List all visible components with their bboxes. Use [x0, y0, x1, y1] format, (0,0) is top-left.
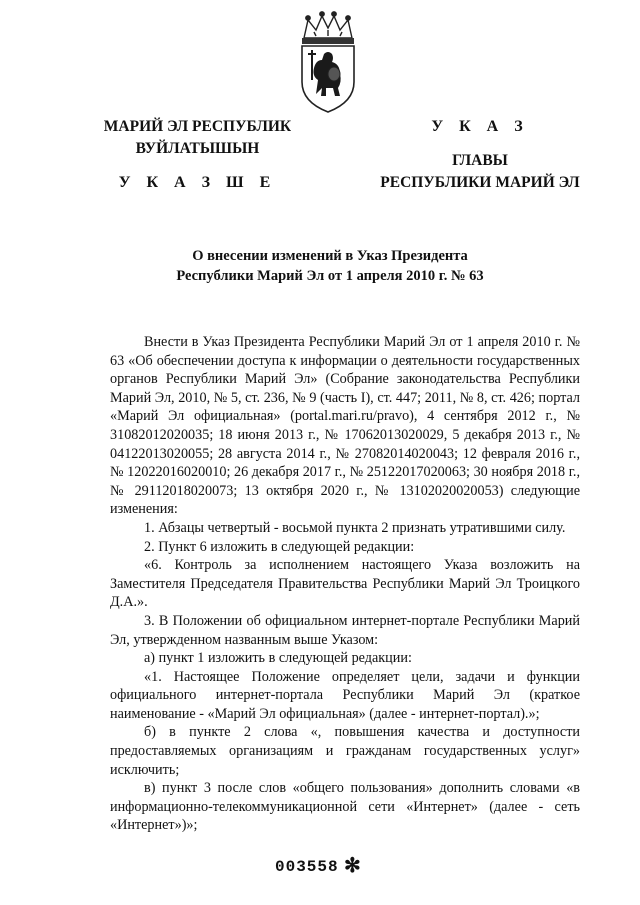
- title-line1: О внесении изменений в Указ Президента: [192, 248, 468, 264]
- paragraph-3: 3. В Положении об официальном интернет-портале Республики Марий Эл, утвержденном названным выше Указом:: [110, 612, 580, 648]
- paragraph-2-quote: «6. Контроль за исполнением настоящего Указа возложить на Заместителя Председателя Правительства Республики Марий Эл Троицкого Д.А.».: [110, 557, 580, 611]
- document-body: [110, 333, 580, 835]
- header-left-block: [95, 116, 300, 194]
- header-right-line2: ГЛАВЫ: [452, 152, 508, 169]
- header-right-line3: РЕСПУБЛИКИ МАРИЙ ЭЛ: [380, 174, 580, 191]
- paragraph-3a-quote: «1. Настоящее Положение определяет цели, задачи и функции официального интернет-портала Республики Марий Эл (краткое наименование - «Марий Эл официальная» (далее - интернет-портал).»;: [110, 668, 580, 722]
- header-left-line1: МАРИЙ ЭЛ РЕСПУБЛИК: [103, 118, 292, 135]
- header-right-line1: У К А З: [431, 118, 529, 135]
- header-left-line2: ВУЙЛАТЫШЫН: [135, 140, 260, 157]
- paragraph-intro: Внести в Указ Президента Республики Марий Эл от 1 апреля 2010 г. № 63 «Об обеспечении доступа к информации о деятельности государственных органов Республики Марий Эл» (Собрание законодательства Республики Марий Эл, 2010, № 5, ст. 236, № 9 (часть I), ст. 447; 2011, № 8, ст. 426; портал «Марий Эл официальная» (portal.mari.ru/pravo), 4 сентября 2012 г., № 31082012020035; 18 июня 2013 г., № 17062013020029, 5 декабря 2013 г., № 04122013020055; 28 августа 2014 г., № 27082014020043; 12 февраля 2016 г., № 12022016020010; 26 декабря 2017 г., № 25122017020063; 30 ноября 2018 г., № 29112018020073; 13 октября 2020 г., № 13102020020053) следующие изменения:: [110, 334, 580, 518]
- paragraph-3b: б) в пункте 2 слова «, повышения качества и доступности предоставляемых организациям и гражданам государственных услуг» исключить;: [110, 724, 580, 778]
- document-serial-number: 003558: [275, 858, 339, 876]
- header-left-line3: У К А З Ш Е: [118, 174, 277, 191]
- paragraph-1: 1. Абзацы четвертый - восьмой пункта 2 признать утратившими силу.: [144, 519, 566, 536]
- coat-of-arms-emblem: [290, 10, 366, 114]
- header-right-block: [370, 116, 590, 194]
- document-title: [120, 246, 540, 286]
- footer-star-mark: ✻: [344, 855, 361, 877]
- paragraph-2: 2. Пункт 6 изложить в следующей редакции:: [144, 538, 415, 555]
- title-line2: Республики Марий Эл от 1 апреля 2010 г. № 63: [176, 268, 484, 284]
- paragraph-3a: а) пункт 1 изложить в следующей редакции:: [144, 650, 412, 667]
- paragraph-3c: в) пункт 3 после слов «общего пользования» дополнить словами «в информационно-телекоммуникационной сети «Интернет» (далее - сеть «Интернет»)»;: [110, 780, 580, 834]
